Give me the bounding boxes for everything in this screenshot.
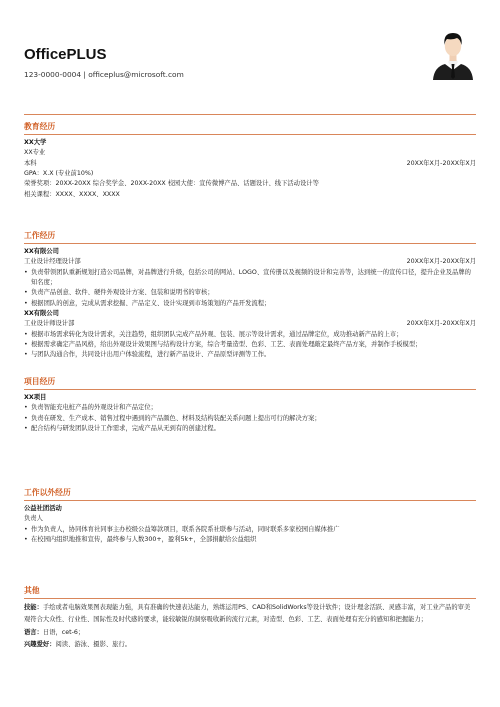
section-divider: [24, 243, 476, 244]
avatar: [431, 26, 475, 80]
list-item: • 负责产品创意、软件、硬件外观设计方案、包装和说明书的审核；: [24, 288, 476, 298]
degree: 本科: [24, 159, 37, 167]
job-bullets: [24, 268, 476, 309]
skills-label: 技能：: [24, 604, 43, 612]
job-row: [24, 257, 476, 267]
project-name: XX项目: [24, 394, 47, 402]
honors: 荣誉奖项：20XX-20XX 综合奖学金、20XX-20XX 校园大使：宣传微博产品、话题设计、线下活动设计等: [24, 180, 319, 188]
gpa: GPA：X.X (专业前10%): [24, 170, 94, 178]
list-item: • 根据需求确定产品风格，给出外观设计效果图与结构设计方案，综合考量造型、色彩、工艺、表面处理敲定最终产品方案，并制作手板模型；: [24, 340, 476, 350]
language-row: [24, 627, 476, 639]
list-item: • 配合结构与研发团队设计工作需求，完成产品从无到有的创建过程。: [24, 424, 476, 434]
contact-info: 123-0000-0004 | officeplus@microsoft.com: [24, 70, 184, 79]
job-row: [24, 319, 476, 329]
language-label: 语言：: [24, 628, 43, 636]
list-item: • 在校园内组织地推和宣传，最终参与人数300+，盈利5k+，全部捐献给公益组织: [24, 535, 476, 545]
work-section: [24, 231, 476, 360]
list-item: • 根据团队的创意，完成从需求挖掘、产品定义、设计实现到市场策划的产品开发流程；: [24, 299, 476, 309]
list-item: • 根据市场需求转化为设计需求，关注趋势，组织团队完成产品外观、包装、展示等设计需求，通过品牌定位，成功推动新产品的上市；: [24, 330, 476, 340]
job-role: 工业设计师设计部: [24, 320, 75, 328]
education-title: 教育经历: [24, 122, 56, 131]
section-divider: [24, 389, 476, 390]
job-bullets: [24, 330, 476, 361]
school-name: XX大学: [24, 139, 47, 147]
org-name: 公益社团活动: [24, 505, 62, 513]
language-text: 日语，cet-6；: [42, 628, 85, 636]
list-item: • 负责带领团队重新规划打造公司品牌，对品牌进行升级，包括公司的网站、LOGO、宣传册以及视频的设计和完善等，达到统一的宣传口径，提升企业及品牌的知名度；: [24, 268, 476, 289]
company-name: XX有限公司: [24, 309, 59, 317]
job-role: 工业设计经理设计部: [24, 258, 81, 266]
header-divider: [24, 114, 476, 115]
work-title: 工作经历: [24, 231, 56, 240]
education-date: 20XX年X月-20XX年X月: [406, 159, 476, 167]
extra-bullets: [24, 525, 476, 546]
degree-row: [24, 159, 476, 169]
hobby-text: 阅读、游泳、摄影、旅行。: [55, 640, 132, 648]
candidate-name: OfficePLUS: [24, 46, 107, 63]
job-date: 20XX年X月-20XX年X月: [406, 258, 476, 266]
company-name: XX有限公司: [24, 248, 59, 256]
project-section: [24, 377, 476, 434]
section-divider: [24, 598, 476, 599]
project-title: 项目经历: [24, 377, 56, 386]
other-title: 其他: [24, 586, 40, 595]
job-date: 20XX年X月-20XX年X月: [406, 320, 476, 328]
hobby-row: [24, 639, 476, 651]
other-section: [24, 586, 476, 651]
extra-title: 工作以外经历: [24, 488, 71, 497]
major: XX专业: [24, 149, 46, 157]
org-role: 负责人: [24, 515, 43, 523]
skills-paragraph: [24, 602, 476, 626]
project-bullets: [24, 403, 476, 434]
list-item: • 与团队沟通合作，共同设计出用户体验流程，进行新产品设计、产品原型评测等工作。: [24, 350, 476, 360]
courses: 相关课程：XXXX、XXXX、XXXX: [24, 190, 120, 198]
list-item: • 负责智能充电桩产品的外观设计和产品定位；: [24, 403, 476, 413]
skills-text: 手绘或者电脑效果图表现能力强，具有准确的快速表达能力，熟练运用PS、CAD和SolidWorks等设计软件；设计理念活跃、灵感丰富，对工业产品的审美观符合大众性、行业性、国际性及时代感的要求，能较敏锐的洞察吸收新的流行元素，对造型、色彩、工艺、表面处理有充分的感知和把握能力；: [24, 604, 471, 624]
section-divider: [24, 134, 476, 135]
education-section: [24, 122, 476, 200]
section-divider: [24, 500, 476, 501]
extra-section: [24, 488, 476, 545]
list-item: • 作为负责人，协同体育社同事主办校级公益筹款项目，联系各院系社联参与活动，同时联系多家校园自媒体推广: [24, 525, 476, 535]
hobby-label: 兴趣爱好：: [24, 640, 56, 648]
resume-header: [24, 46, 184, 79]
list-item: • 负责在研发、生产成本、销售过程中遇到的产品颜色、材料及结构装配关系问题上提出可行的解决方案；: [24, 414, 476, 424]
